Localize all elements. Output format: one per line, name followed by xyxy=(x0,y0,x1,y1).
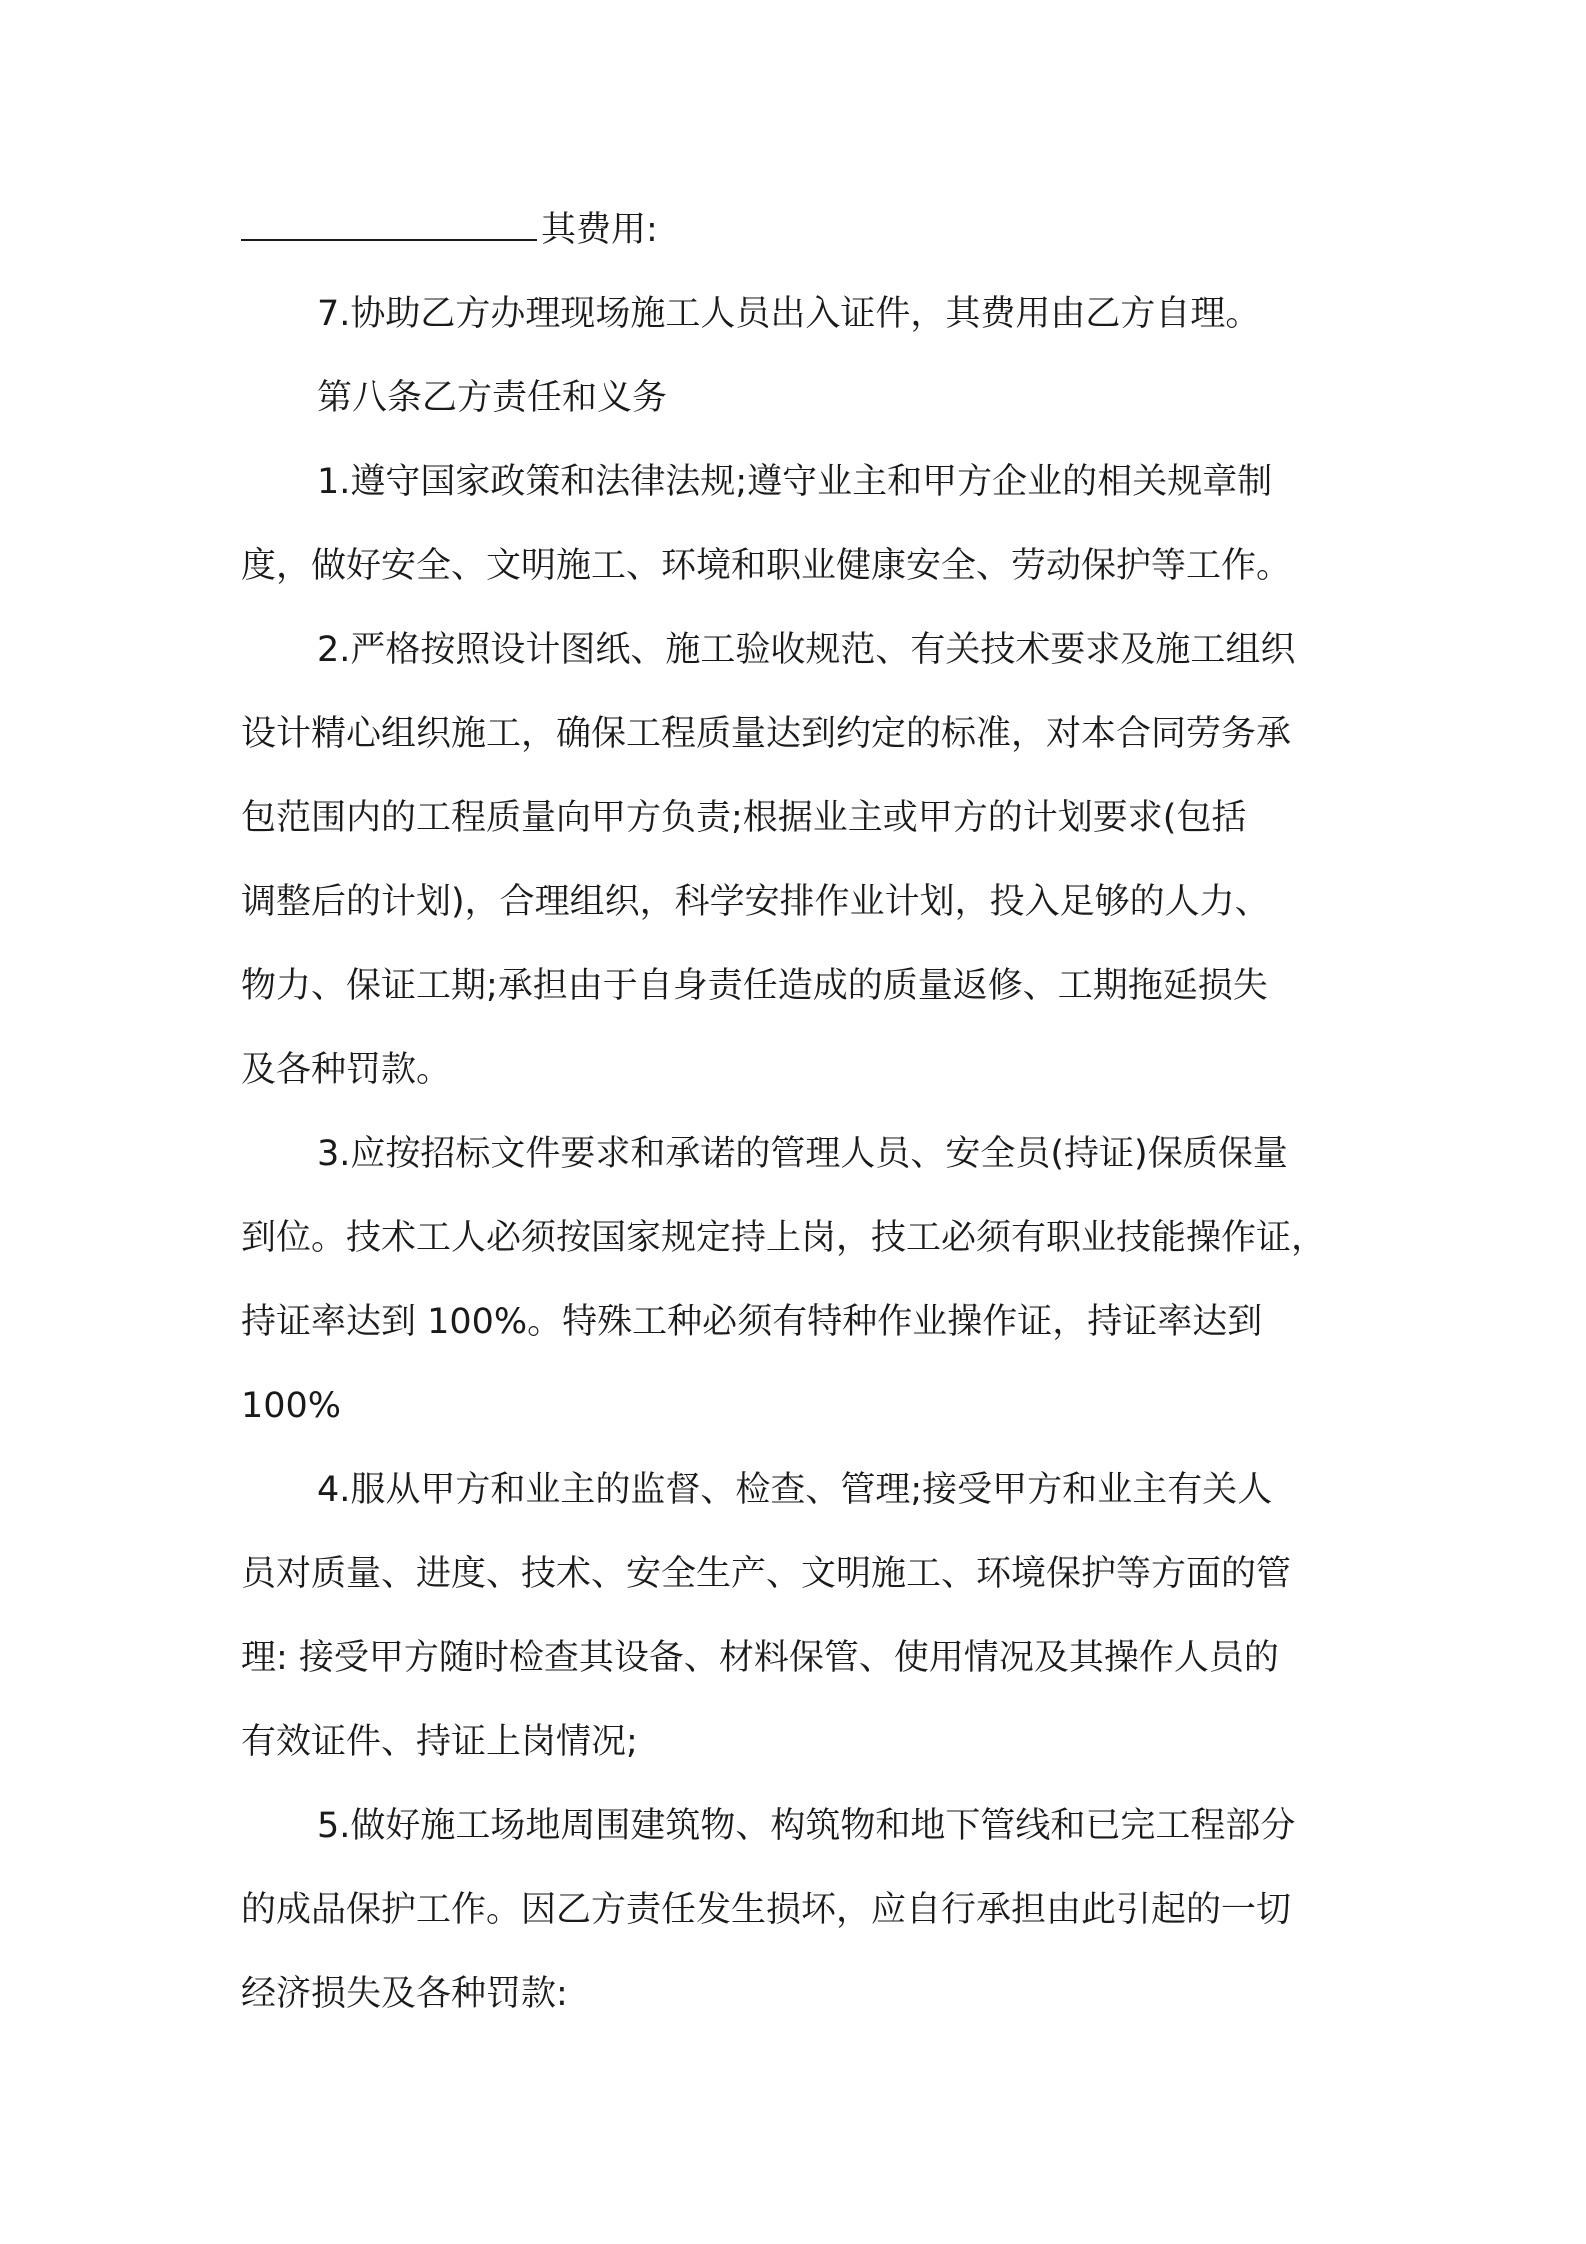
item-5-line: 的成品保护工作。因乙方责任发生损坏，应自行承担由此引起的一切 xyxy=(241,1890,1292,1930)
item-5-line: 经济损失及各种罚款: xyxy=(241,1974,568,2014)
item-4-line: 理: 接受甲方随时检查其设备、材料保管、使用情况及其操作人员的 xyxy=(241,1638,1279,1678)
fee-label: 其费用: xyxy=(541,210,658,250)
item-3-line: 3.应按招标文件要求和承诺的管理人员、安全员(持证)保质保量 xyxy=(317,1134,1288,1174)
item-3-line: 持证率达到 100%。特殊工种必须有特种作业操作证，持证率达到 xyxy=(241,1302,1263,1342)
item-3 xyxy=(241,1112,1353,1448)
item-2-line: 及各种罚款。 xyxy=(241,1050,452,1090)
item-2-line: 2.严格按照设计图纸、施工验收规范、有关技术要求及施工组织 xyxy=(317,630,1296,670)
item-4-line: 4.服从甲方和业主的监督、检查、管理;接受甲方和业主有关人 xyxy=(317,1470,1273,1510)
document-body xyxy=(241,188,1353,2036)
article-8-title: 第八条乙方责任和义务 xyxy=(317,378,668,418)
item-2 xyxy=(241,608,1353,1112)
item-5 xyxy=(241,1784,1353,2036)
fill-in-blank xyxy=(241,209,537,241)
item-4 xyxy=(241,1448,1353,1784)
item-1-line: 度，做好安全、文明施工、环境和职业健康安全、劳动保护等工作。 xyxy=(241,546,1292,586)
item-4-line: 有效证件、持证上岗情况; xyxy=(241,1722,638,1762)
item-1 xyxy=(241,440,1353,608)
item-1-line: 1.遵守国家政策和法律法规;遵守业主和甲方企业的相关规章制 xyxy=(317,462,1273,502)
item-2-line: 包范围内的工程质量向甲方负责;根据业主或甲方的计划要求(包括 xyxy=(241,798,1247,838)
item-4-line: 员对质量、进度、技术、安全生产、文明施工、环境保护等方面的管 xyxy=(241,1554,1292,1594)
item-2-line: 设计精心组织施工，确保工程质量达到约定的标准，对本合同劳务承 xyxy=(241,714,1292,754)
item-2-line: 物力、保证工期;承担由于自身责任造成的质量返修、工期拖延损失 xyxy=(241,966,1268,1006)
item-3-line: 到位。技术工人必须按国家规定持上岗，技工必须有职业技能操作证， xyxy=(241,1218,1327,1258)
item-5-line: 5.做好施工场地周围建筑物、构筑物和地下管线和已完工程部分 xyxy=(317,1806,1296,1846)
fee-line xyxy=(241,188,1353,272)
item-3-line: 100% xyxy=(241,1386,342,1426)
item-2-line: 调整后的计划)，合理组织，科学安排作业计划，投入足够的人力、 xyxy=(241,882,1270,922)
item-7: 7.协助乙方办理现场施工人员出入证件，其费用由乙方自理。 xyxy=(317,294,1261,334)
